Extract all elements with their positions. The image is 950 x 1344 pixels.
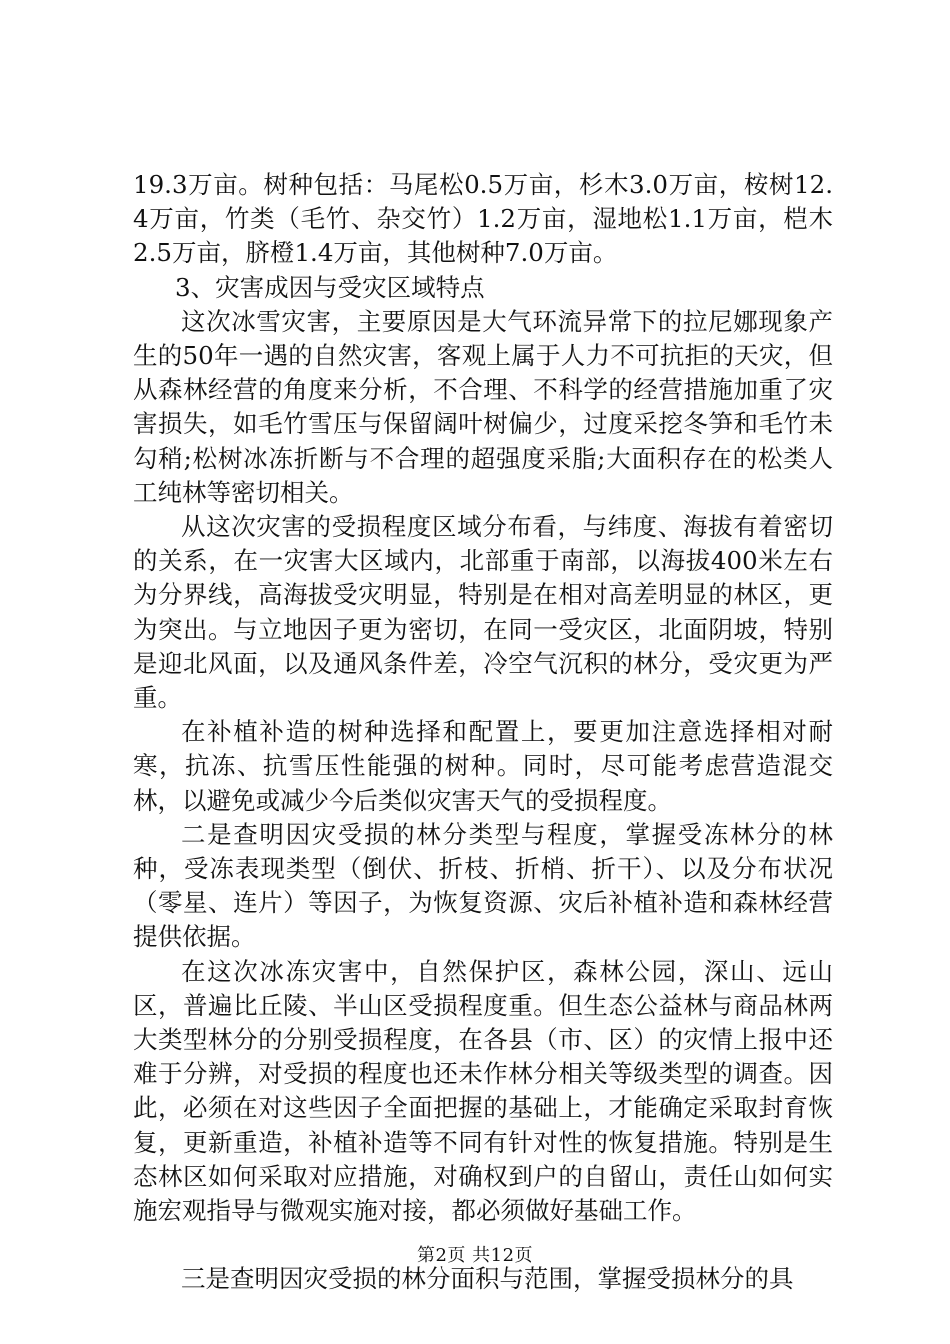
paragraph-main-causes: 这次冰雪灾害，主要原因是大气环流异常下的拉尼娜现象产生的50年一遇的自然灾害，客观上属于人力不可抗拒的天灾，但从森林经营的角度来分析，不合理、不科学的经营措施加重了灾害损失，如毛竹雪压与保留阔叶树偏少，过度采挖冬笋和毛竹未勾稍;松树冰冻折断与不合理的超强度采脂;大面积存在的松类人工纯林等密切相关。 (133, 306, 833, 507)
paragraph-replanting-species: 在补植补造的树种选择和配置上，要更加注意选择相对耐寒，抗冻、抗雪压性能强的树种。同时，尽可能考虑营造混交林，以避免或减少今后类似灾害天气的受损程度。 (133, 717, 833, 815)
page-footer: 第2页 共12页 (416, 1245, 534, 1266)
paragraph-stand-type-survey: 二是查明因灾受损的林分类型与程度，掌握受冻林分的林种，受冻表现类型（倒伏、折枝、折梢、折干）、以及分布状况（零星、连片）等因子，为恢复资源、灾后补植补造和森林经营提供依据。 (133, 819, 833, 952)
section-heading-disaster-causes: 3、灾害成因与受灾区域特点 (175, 272, 485, 302)
paragraph-damaged-area-scope: 三是查明因灾受损的林分面积与范围，掌握受损林分的具 (181, 1264, 794, 1294)
paragraph-damage-assessment: 在这次冰冻灾害中，自然保护区，森林公园，深山、远山区，普遍比丘陵、半山区受损程度重。但生态公益林与商品林两大类型林分的分别受损程度，在各县（市、区）的灾情上报中还难于分辨，对受损的程度也还未作林分相关等级类型的调查。因此，必须在对这些因子全面把握的基础上，才能确定采取封育恢复，更新重造，补植补造等不同有针对性的恢复措施。特别是生态林区如何采取对应措施，对确权到户的自留山，责任山如何实施宏观指导与微观实施对接，都必须做好基础工作。 (133, 956, 833, 1226)
paragraph-tree-species-area: 19.3万亩。树种包括：马尾松0.5万亩，杉木3.0万亩，桉树12.4万亩，竹类（毛竹、杂交竹）1.2万亩，湿地松1.1万亩，桤木2.5万亩，脐橙1.4万亩，其他树种7.0万亩。 (133, 170, 833, 268)
document-body (133, 168, 833, 1297)
paragraph-regional-distribution: 从这次灾害的受损程度区域分布看，与纬度、海拔有着密切的关系，在一灾害大区域内，北部重于南部，以海拔400米左右为分界线，高海拔受灾明显，特别是在相对高差明显的林区，更为突出。与立地因子更为密切，在同一受灾区，北面阴坡，特别是迎北风面，以及通风条件差，冷空气沉积的林分，受灾更为严重。 (133, 512, 833, 713)
